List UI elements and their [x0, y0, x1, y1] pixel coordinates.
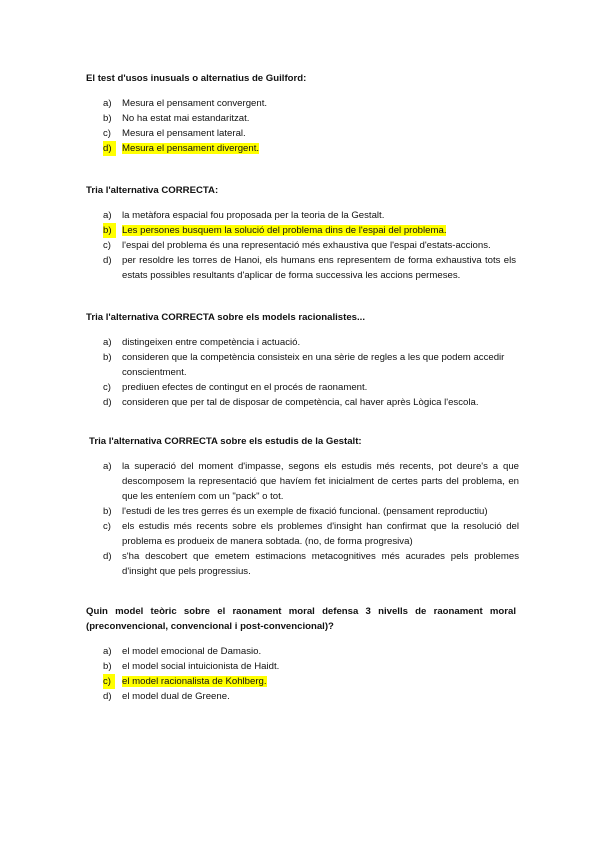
option-d: d) consideren que per tal de disposar de competència, cal haver après Lògica l'escola.: [103, 397, 479, 408]
options-list: [86, 459, 519, 579]
question-4: [89, 435, 519, 579]
option-c-correct: [86, 674, 516, 689]
option-d-correct: [86, 141, 516, 156]
question-5: [86, 604, 516, 704]
option-b: b) consideren que la competència consisteix en una sèrie de regles a les que podem accedir conscientment.: [103, 352, 505, 378]
question-title: Tria l'alternativa CORRECTA sobre els models racionalistes...: [86, 312, 365, 323]
option-d: d) per resoldre les torres de Hanoi, els humans ens representem de forma exhaustiva tots els estats possibles resultants d'aplicar de forma successiva les accions permeses.: [103, 255, 516, 281]
highlight: b): [103, 223, 116, 238]
question-title: Tria l'alternativa CORRECTA:: [86, 185, 219, 196]
option-a: a) distingeixen entre competència i actuació.: [103, 337, 301, 348]
option-c: c) els estudis més recents sobre els problemes d'insight han confirmat que la resolució del problema es produeix de manera sobtada. (no, de forma progresiva): [103, 521, 519, 547]
highlight: Les persones busquem la solució del problema dins de l'espai del problema.: [122, 225, 447, 236]
option-c: c) Mesura el pensament lateral.: [103, 128, 246, 139]
question-title: Tria l'alternativa CORRECTA sobre els estudis de la Gestalt:: [89, 436, 362, 447]
option-b-correct: [86, 223, 516, 238]
option-a: a) el model emocional de Damasio.: [103, 646, 262, 657]
question-1: [86, 72, 516, 156]
option-b: b) el model social intuicionista de Haidt.: [103, 661, 280, 672]
option-a: a) la metàfora espacial fou proposada per la teoria de la Gestalt.: [103, 210, 385, 221]
highlight: Mesura el pensament divergent.: [122, 143, 260, 154]
option-d: d) el model dual de Greene.: [103, 691, 230, 702]
options-list: [86, 96, 516, 156]
option-a: a) Mesura el pensament convergent.: [103, 98, 268, 109]
option-c: c) prediuen efectes de contingut en el procés de raonament.: [103, 382, 368, 393]
options-list: [86, 208, 516, 283]
option-a: a) la superació del moment d'impasse, segons els estudis més recents, pot deure's a que descomposem la representació que havíem fet inicialment de certes parts del problema, en que les enteníem com un "pack" o tot.: [103, 461, 519, 502]
option-b: b) l'estudi de les tres gerres és un exemple de fixació funcional. (pensament reproductiu): [103, 506, 488, 517]
option-b: b) No ha estat mai estandaritzat.: [103, 113, 250, 124]
highlight: el model racionalista de Kohlberg.: [122, 676, 267, 687]
question-3: [86, 311, 516, 410]
question-title: Quin model teòric sobre el raonament moral defensa 3 nivells de raonament moral (preconvencional, convencional i post-convencional)?: [86, 606, 516, 632]
question-title: El test d'usos inusuals o alternatius de Guilford:: [86, 73, 307, 84]
question-2: [86, 184, 516, 283]
options-list: [86, 644, 516, 704]
option-d: d) s'ha descobert que emetem estimacions metacognitives més acurades pels problemes d'insight que pels progressius.: [103, 551, 519, 577]
option-c: c) l'espai del problema és una representació més exhaustiva que l'espai d'estats-accions.: [103, 240, 491, 251]
options-list: [86, 335, 516, 410]
highlight: c): [103, 674, 115, 689]
highlight: d): [103, 141, 116, 156]
